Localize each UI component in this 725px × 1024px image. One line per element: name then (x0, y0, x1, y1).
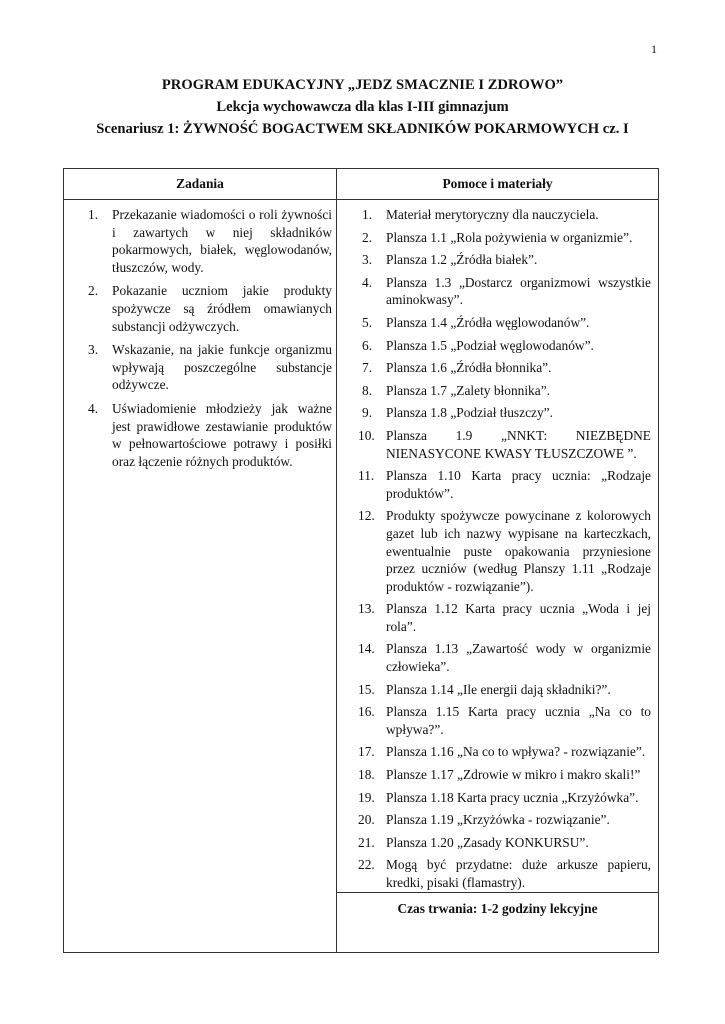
task-item (88, 400, 332, 470)
material-item-number: 9. (362, 405, 373, 421)
materials-list (358, 206, 651, 897)
task-item (88, 206, 332, 276)
material-item-text: Plansze 1.17 „Zdrowie w mikro i makro skali!” (386, 767, 641, 783)
material-item (362, 382, 651, 400)
material-item-text: Plansza 1.4 „Źródła węglowodanów”. (386, 314, 590, 330)
material-item (358, 507, 651, 595)
material-item (358, 427, 651, 462)
material-item-text: Plansza 1.10 Karta pracy ucznia: „Rodzaje produktów”. (386, 468, 651, 501)
material-item-number: 21. (358, 834, 375, 850)
document-header (0, 74, 725, 140)
material-item (362, 404, 651, 422)
material-item (362, 314, 651, 332)
material-item-number: 19. (358, 789, 375, 805)
program-title: PROGRAM EDUKACYJNY „JEDZ SMACZNIE I ZDROWO” (161, 77, 564, 93)
column-divider (336, 169, 337, 952)
material-item-number: 11. (358, 468, 375, 484)
material-item-text: Plansza 1.7 „Zalety błonnika”. (386, 382, 550, 398)
material-item-text: Plansza 1.12 Karta pracy ucznia „Woda i jej rola”. (386, 601, 651, 634)
material-item (362, 251, 651, 269)
tasks-list (88, 206, 332, 476)
materials-column-header: Pomoce i materiały (442, 176, 553, 191)
material-item (358, 640, 651, 675)
material-item-number: 1. (362, 207, 373, 222)
material-item-number: 8. (362, 382, 373, 398)
material-item-number: 20. (358, 812, 375, 828)
material-item (358, 681, 651, 699)
task-item-text: Pokazanie uczniom jakie produkty spożywcze są źródłem omawianych substancji odżywczych. (112, 283, 332, 334)
material-item-number: 18. (358, 767, 375, 783)
lesson-subtitle: Lekcja wychowawcza dla klas I-III gimnazjum (216, 99, 509, 115)
material-item (358, 856, 651, 891)
material-item-text: Plansza 1.14 „Ile energii dają składniki?”. (386, 681, 611, 697)
material-item-number: 6. (362, 337, 373, 353)
material-item-text: Plansza 1.20 „Zasady KONKURSU”. (386, 834, 589, 850)
material-item-number: 3. (362, 252, 373, 268)
scenario-title: Scenariusz 1: ŻYWNOŚĆ BOGACTWEM SKŁADNIKÓW POKARMOWYCH cz. I (96, 121, 629, 137)
material-item (358, 834, 651, 852)
task-item-text: Przekazanie wiadomości o roli żywności i zawartych w niej składników pokarmowych, białek, węglowodanów, tłuszczów, wody. (112, 207, 332, 275)
task-item-number: 3. (88, 342, 99, 358)
material-item-text: Mogą być przydatne: duże arkusze papieru, kredki, pisaki (flamastry). (386, 857, 651, 890)
material-item-text: Plansza 1.19 „Krzyżówka - rozwiązanie”. (386, 812, 610, 828)
material-item-text: Plansza 1.18 Karta pracy ucznia „Krzyżówka”. (386, 789, 639, 805)
material-item (362, 359, 651, 377)
material-item-text: Plansza 1.8 „Podział tłuszczy”. (386, 405, 553, 421)
material-item-number: 2. (362, 229, 373, 245)
task-item-number: 2. (88, 283, 99, 299)
material-item-number: 17. (358, 744, 375, 760)
task-item (88, 282, 332, 335)
material-item (362, 337, 651, 355)
material-item-number: 22. (358, 857, 375, 873)
material-item-text: Plansza 1.3 „Dostarcz organizmowi wszystkie aminokwasy”. (386, 274, 651, 308)
lesson-table (63, 168, 659, 953)
task-item-text: Uświadomienie młodzieży jak ważne jest prawidłowe zestawianie produktów w pełnowartościowe potrawy i posiłki oraz łączenie różnych produktów. (112, 400, 332, 469)
material-item-number: 14. (358, 641, 375, 657)
material-item-number: 10. (358, 427, 375, 443)
material-item (358, 703, 651, 738)
duration-divider (336, 892, 658, 893)
material-item (358, 743, 651, 761)
material-item (358, 811, 651, 829)
task-item-number: 4. (88, 400, 99, 416)
header-divider (64, 199, 658, 200)
material-item (362, 206, 651, 224)
material-item-number: 15. (358, 681, 375, 697)
material-item-text: Materiał merytoryczny dla nauczyciela. (386, 207, 599, 222)
task-item-number: 1. (88, 207, 99, 222)
material-item-number: 5. (362, 314, 373, 330)
material-item-text: Plansza 1.1 „Rola pożywienia w organizmie”. (386, 229, 633, 245)
material-item-text: Plansza 1.9 „NNKT: NIEZBĘDNE NIENASYCONE KWASY TŁUSZCZOWE ”. (386, 427, 651, 461)
material-item-text: Plansza 1.2 „Źródła białek”. (386, 252, 538, 268)
material-item (358, 766, 651, 784)
material-item-text: Plansza 1.16 „Na co to wpływa? - rozwiązanie”. (386, 744, 646, 760)
material-item-number: 13. (358, 601, 375, 617)
material-item (358, 789, 651, 807)
material-item-number: 4. (362, 274, 373, 290)
lesson-duration: Czas trwania: 1-2 godziny lekcyjne (397, 901, 598, 916)
material-item (362, 229, 651, 247)
material-item-number: 16. (358, 704, 375, 720)
material-item-text: Plansza 1.13 „Zawartość wody w organizmie człowieka”. (386, 641, 651, 675)
material-item-text: Plansza 1.6 „Źródła błonnika”. (386, 360, 552, 376)
task-item-text: Wskazanie, na jakie funkcje organizmu wpływają poszczególne substancje odżywcze. (112, 342, 332, 393)
task-item (88, 341, 332, 394)
material-item-number: 7. (362, 360, 373, 376)
page-number: 1 (651, 42, 657, 56)
material-item-text: Produkty spożywcze powycinane z kolorowych gazet lub ich nazwy wypisane na karteczkach, ewentualnie puste opakowania przyniesione przez uczniów (według Planszy 1.11 „Rodzaje produktów - rozwiązanie”). (386, 508, 651, 594)
material-item-number: 12. (358, 508, 375, 524)
material-item (358, 467, 651, 502)
material-item-text: Plansza 1.5 „Podział węglowodanów”. (386, 337, 594, 353)
material-item (362, 274, 651, 309)
tasks-column-header: Zadania (176, 176, 224, 191)
material-item-text: Plansza 1.15 Karta pracy ucznia „Na co to wpływa?”. (386, 704, 651, 737)
material-item (358, 600, 651, 635)
